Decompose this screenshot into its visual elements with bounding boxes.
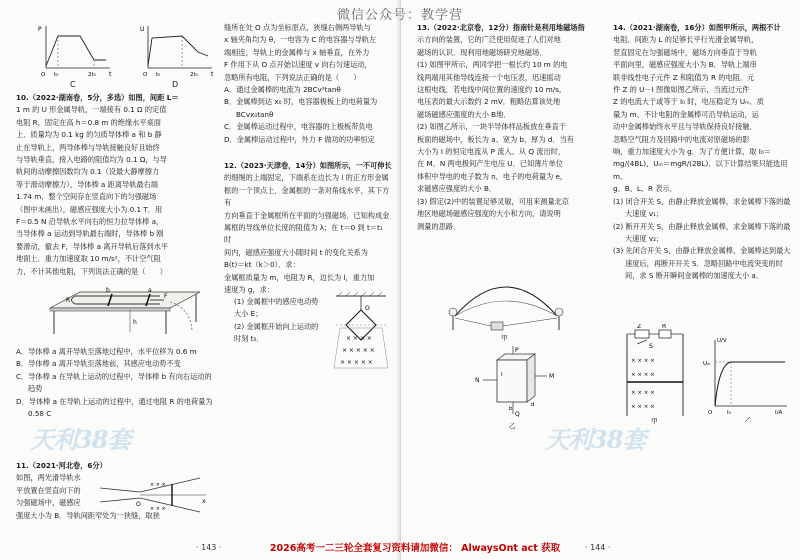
q11-option-a: A．通过金属棒的电流为 2BCv²tanθ bbox=[224, 85, 341, 95]
svg-text:× × × × ×: × × × × × bbox=[342, 347, 375, 354]
watermark-stamp: 天利38套 bbox=[30, 425, 131, 454]
q13-line: 磁场的认识．现利用地磁场研究地磁场． bbox=[417, 47, 547, 57]
q11-line: 如图，两光滑导轨水 bbox=[16, 473, 81, 483]
q14-fig-yi-label: 乙 bbox=[745, 416, 752, 422]
q13-fig-P: P bbox=[515, 347, 519, 354]
q11-line: 平放置在竖直向下的 bbox=[16, 485, 81, 495]
q10-option-b: B．导体棒 a 离开导轨至落地前，其感应电动势不变 bbox=[16, 359, 181, 369]
q11-option-d: D．金属棒运动过程中，外力 F 做功的功率恒定 bbox=[224, 134, 375, 144]
q13-fig-Q: Q bbox=[515, 411, 520, 418]
q14-fig-jia-label: 甲 bbox=[651, 417, 658, 424]
graph-c-tick-1: t₀ bbox=[54, 72, 59, 78]
q14-fig-Z: Z bbox=[637, 324, 642, 330]
page-number-left: · 143 · bbox=[196, 543, 222, 552]
q10-figure bbox=[30, 272, 210, 342]
q14-line: 响，重力加速度大小为 g．为了方便计算，取 I₀＝ bbox=[613, 147, 771, 157]
q14-line: Z 的电流大于或等于 I₀ 时，电压稳定为 Uₘ．质 bbox=[613, 97, 764, 107]
q12-line: 金属框质量为 m，电阻为 R，边长为 l，重力加 bbox=[224, 272, 375, 282]
q13-line: 在 M、N 两电极间产生电压 U．已知薄片单位 bbox=[417, 159, 563, 169]
q10-line: 当导体棒 a 运动到导轨最右端时，导体棒 b 刚 bbox=[16, 229, 164, 239]
graph-c-label: C bbox=[70, 80, 76, 89]
graph-c-tick-0: O bbox=[41, 72, 46, 78]
q14-line: 平面向里，磁感应强度大小为 B．导轨上端串 bbox=[613, 60, 757, 70]
svg-text:× × × ×: × × × × bbox=[631, 404, 655, 410]
q14-fig-S: S bbox=[649, 343, 653, 350]
q10-line: 轨间的动摩擦因数均为 0.1（设最大静摩擦力 bbox=[16, 167, 160, 177]
q13-figure-yi bbox=[473, 346, 563, 430]
q13-line: 电压表的最大示数约 2 mV．粗略估算该处地 bbox=[417, 97, 561, 107]
q13-fig-M: M bbox=[549, 373, 555, 380]
q12-line: B(t)＝kt（k＞0）．求： bbox=[224, 260, 300, 270]
q14-line: 电阻、间距为 L 的足够长平行光滑金属导轨， bbox=[613, 35, 759, 45]
q12-sub-2: (2) 金属框开始向上运动的时刻 t₀． bbox=[234, 321, 319, 344]
q10-line: 力，不计其他电阻，下列说法正确的是（ ） bbox=[16, 266, 167, 276]
question-14 bbox=[613, 22, 791, 283]
q12-line: 速度为 g，求： bbox=[224, 285, 274, 295]
q14-fig-UV: U/V bbox=[717, 338, 727, 344]
q14-fig-Um: Uₘ bbox=[703, 361, 711, 367]
q12-sub-1: (1) 金属框中的感应电动势大小 E； bbox=[234, 297, 319, 319]
q14-line: g、B、L、R 表示． bbox=[613, 184, 677, 194]
q10-fig-F: F bbox=[164, 293, 168, 300]
q12-line: 方向垂直于金属框所在平面的匀强磁场．已知构成金 bbox=[224, 210, 390, 220]
graph-c-x-axis: t bbox=[109, 71, 112, 78]
q10-line: 要滑动，撤去 F，导体棒 a 离开导轨后落到水平 bbox=[16, 241, 168, 251]
q13-figure-jia bbox=[441, 276, 571, 342]
q11-option-b: B．金属棒到达 x₀ 时，电容器极板上的电荷量为 BCvx₀tanθ bbox=[224, 97, 378, 119]
q14-line: 联非线性电子元件 Z 和阻值为 R 的电阻．元 bbox=[613, 72, 755, 82]
svg-text:× × × ×: × × × × bbox=[631, 372, 655, 378]
question-13 bbox=[417, 22, 605, 233]
q12-header: 12.（2023·天津卷，14分）如图所示，一不可伸长 bbox=[224, 161, 392, 170]
q10-option-c: C．导体棒 a 在导轨上运动的过程中，导体棒 b 有向右运动的趋势 bbox=[16, 371, 212, 394]
q12-line: 的细绳的上端固定，下端系在边长为 l 的正方形金属 bbox=[224, 173, 389, 183]
watermark-stamp-right: 天利38套 bbox=[545, 425, 646, 454]
question-12 bbox=[224, 160, 392, 296]
q14-header: 14.（2021·湖南卷，16分）如图甲所示，两根不计 bbox=[613, 23, 781, 32]
q14-line: 竖直固定在匀强磁场中，磁场方向垂直于导轨 bbox=[613, 47, 757, 57]
q13-line: 求磁感应强度的大小 B． bbox=[417, 184, 497, 194]
q13-line: (3) 假定(2)中的装置足够灵敏，可用来测量北京 bbox=[417, 196, 570, 206]
q12-fig-O: O bbox=[365, 305, 370, 312]
q14-line: mg/(4BL)，Uₘ＝mgR/(2BL)．以下计算结果只能选用 m、 bbox=[613, 159, 788, 181]
q10-line: 与导轨垂直，接入电路的阻值均为 0.1 Ω，与导 bbox=[16, 155, 167, 165]
graph-d-x-axis: t bbox=[211, 71, 214, 78]
q13-line: 磁场磁感应强度的大小 B地． bbox=[417, 109, 511, 119]
page-number-right: · 144 · bbox=[585, 543, 611, 552]
q12-line: 间内，磁感应强度大小随时间 t 的变化关系为 bbox=[224, 247, 368, 257]
q14-fig-R: R bbox=[662, 324, 667, 330]
q14-figure-yi bbox=[701, 334, 793, 422]
q10-line: 上．质量均为 0.1 kg 的匀质导体棒 a 和 b 静 bbox=[16, 130, 162, 140]
q14-line: 动中金属棒始终水平且与导轨保持良好接触． bbox=[613, 122, 757, 132]
q10-options bbox=[16, 346, 216, 420]
q10-fig-R: R bbox=[66, 297, 71, 304]
q14-line: 量为 m、不计电阻的金属棒可沿导轨运动，运 bbox=[613, 109, 759, 119]
q13-line: (1) 如图甲所示，两同学把一根长约 10 m 的电 bbox=[417, 60, 568, 70]
q13-header: 13.（2022·北京卷，12分）指南针是利用地磁场指 bbox=[417, 23, 585, 32]
graph-c-y-axis: P bbox=[38, 26, 42, 33]
q12-line: 属框的导线单位长度的阻值为 λ；在 t＝0 到 t＝t₁ 时 bbox=[224, 223, 383, 245]
q13-line: 板面的磁场中，板长为 a、宽为 b、厚为 d．当有 bbox=[417, 134, 574, 144]
graph-d-tick-2: 2t₀ bbox=[190, 72, 198, 78]
q10-fig-h: h bbox=[133, 319, 137, 326]
footer-advertisement: 2026高考一二三轮全套复习资料请加微信： AlwaysOnt act 获取 bbox=[269, 543, 561, 554]
q13-fig-jia-label: 甲 bbox=[501, 334, 508, 342]
q13-fig-b: b bbox=[509, 406, 513, 412]
q11-cont-line: 忽略所有电阻，下列说法正确的是（ ） bbox=[224, 72, 361, 82]
q10-header: 10.（2022·湖南卷，5分，多选）如图，间距 L＝ bbox=[16, 93, 179, 102]
q11-header: 11.（2021·河北卷，6分） bbox=[16, 461, 107, 470]
q10-option-d: D．导体棒 a 在导轨上运动的过程中，通过电阻 R 的电荷量为 0.58 C bbox=[16, 396, 213, 419]
q10-line: 1 m 的 U 形金属导轨，一端接有 0.1 Ω 的定值 bbox=[16, 105, 167, 115]
q10-line: F＝0.5 N 沿导轨水平向右的恒力拉导体棒 a， bbox=[16, 217, 164, 227]
q14-figure-jia bbox=[617, 324, 697, 424]
q10-line: 电阻 R，固定在高 h＝0.8 m 的绝缘水平桌面 bbox=[16, 117, 161, 127]
q10-fig-a: b bbox=[106, 287, 110, 294]
q11-figure bbox=[100, 470, 210, 520]
q12-subquestions bbox=[230, 296, 320, 346]
q11-fig-x: x bbox=[202, 498, 206, 505]
q10-line: 地面上．重力加速度取 10 m/s²，不计空气阻 bbox=[16, 254, 161, 264]
right-page bbox=[400, 0, 800, 560]
q11-fig-O: O bbox=[136, 501, 141, 508]
svg-text:× × × ×: × × × × bbox=[346, 335, 372, 342]
graph-d-y-axis: U bbox=[140, 26, 145, 33]
q11-continuation bbox=[224, 22, 392, 146]
svg-text:× × × ×: × × × × bbox=[631, 390, 655, 396]
q13-line: 大小为 I 的恒定电流从 P 流入、从 Q 流出时， bbox=[417, 147, 566, 157]
q13-line: 地区地磁场磁感应强度的大小和方向，请说明 bbox=[417, 209, 561, 219]
q14-fig-O: O bbox=[708, 410, 713, 416]
q13-line: 体积中导电的电子数为 n，电子的电荷量为 e， bbox=[417, 171, 568, 181]
q14-fig-I0: I₀ bbox=[727, 410, 731, 416]
graph-c-tick-2: 2t₀ bbox=[88, 72, 96, 78]
q13-line: (2) 如图乙所示，一块半导体样品板放在垂直于 bbox=[417, 122, 567, 132]
q10-line: 止在导轨上，两导体棒与导轨接触良好且始终 bbox=[16, 142, 160, 152]
q10-option-a: A．导体棒 a 离开导轨至落地过程中，水平位移为 0.6 m bbox=[16, 347, 197, 356]
q13-fig-yi-label: 乙 bbox=[509, 422, 516, 430]
q13-fig-I: I bbox=[501, 372, 503, 378]
graph-d-label: D bbox=[172, 80, 179, 89]
question-10 bbox=[16, 92, 216, 278]
svg-text:× × × ×: × × × × bbox=[631, 358, 655, 364]
graph-d bbox=[138, 22, 218, 80]
q10-line: （图中未画出），磁感应强度大小为 0.1 T．用 bbox=[16, 204, 163, 214]
q11-cont-line: F 作用下从 O 点开始以速度 v 向右匀速运动， bbox=[224, 60, 372, 70]
q14-line: 件 Z 的 U－I 图像如图乙所示，当流过元件 bbox=[613, 85, 750, 95]
q11-line: 强度大小为 B．导轨间距窄处为一狭缝，取狭 bbox=[16, 510, 160, 520]
q11-option-c: C．金属棒运动过程中，电容器的上极板带负电 bbox=[224, 122, 373, 132]
q14-sub-2: (2) 断开开关 S，由静止释放金属棒，求金属棒下落的最大速度 v₂； bbox=[613, 221, 791, 243]
q13-fig-d: d bbox=[531, 402, 535, 408]
q12-figure bbox=[328, 290, 394, 374]
q14-sub-1: (1) 闭合开关 S，由静止释放金属棒，求金属棒下落的最大速度 v₁； bbox=[613, 196, 791, 219]
q10-fig-b: a bbox=[148, 287, 152, 294]
q10-line: 1.74 m．整个空间存在竖直向下的匀强磁场 bbox=[16, 192, 157, 202]
svg-text:× × × × ×: × × × × × bbox=[340, 359, 373, 366]
q14-sub-3: (3) 先闭合开关 S，由静止释放金属棒，金属棒达到最大速度后，再断开开关 S．忽略回路中电流突变的时间，求 S 断开瞬间金属棒的加速度大小 a． bbox=[613, 246, 791, 281]
q11-cont-line: x 轴夹角均为 θ，一电容为 C 的电容器与导轨左 bbox=[224, 35, 377, 45]
graph-d-tick-0: O bbox=[143, 72, 148, 78]
q13-line: 这根电线．若电线中间位置的速度约 10 m/s， bbox=[417, 85, 567, 95]
q11-line: 匀强磁场中，磁感应 bbox=[16, 498, 81, 508]
graph-d-tick-1: t₀ bbox=[156, 72, 161, 78]
q14-line: 忽略空气阻力及回路中的电流对原磁场的影 bbox=[613, 134, 750, 144]
q13-line: 线两端用其他导线连接一个电压表，迅速摇动 bbox=[417, 72, 561, 82]
q11-cont-line: 端相连，导轨上的金属棒与 x 轴垂直，在外力 bbox=[224, 47, 370, 57]
q13-fig-N: N bbox=[475, 377, 480, 384]
svg-text:× × ×: × × × bbox=[150, 482, 166, 488]
q10-line: 等于滑动摩擦力），导体棒 a 距离导轨最右端 bbox=[16, 179, 158, 189]
q12-line: 框的一个顶点上．金属框的一条对角线水平，其下方有 bbox=[224, 185, 390, 208]
q14-fig-IA: I/A bbox=[775, 410, 783, 416]
graph-c bbox=[36, 22, 116, 80]
q13-line: 示方向的装置，它的广泛使用促进了人们对地 bbox=[417, 35, 561, 45]
svg-text:× × ×: × × × bbox=[150, 506, 166, 512]
watermark-header: 微信公众号：教学营 bbox=[336, 8, 463, 23]
q13-line: 测量的思路． bbox=[417, 221, 461, 231]
q11-cont-line: 缝所在处 O 点为坐标原点，狭缝右侧两导轨与 bbox=[224, 23, 371, 32]
